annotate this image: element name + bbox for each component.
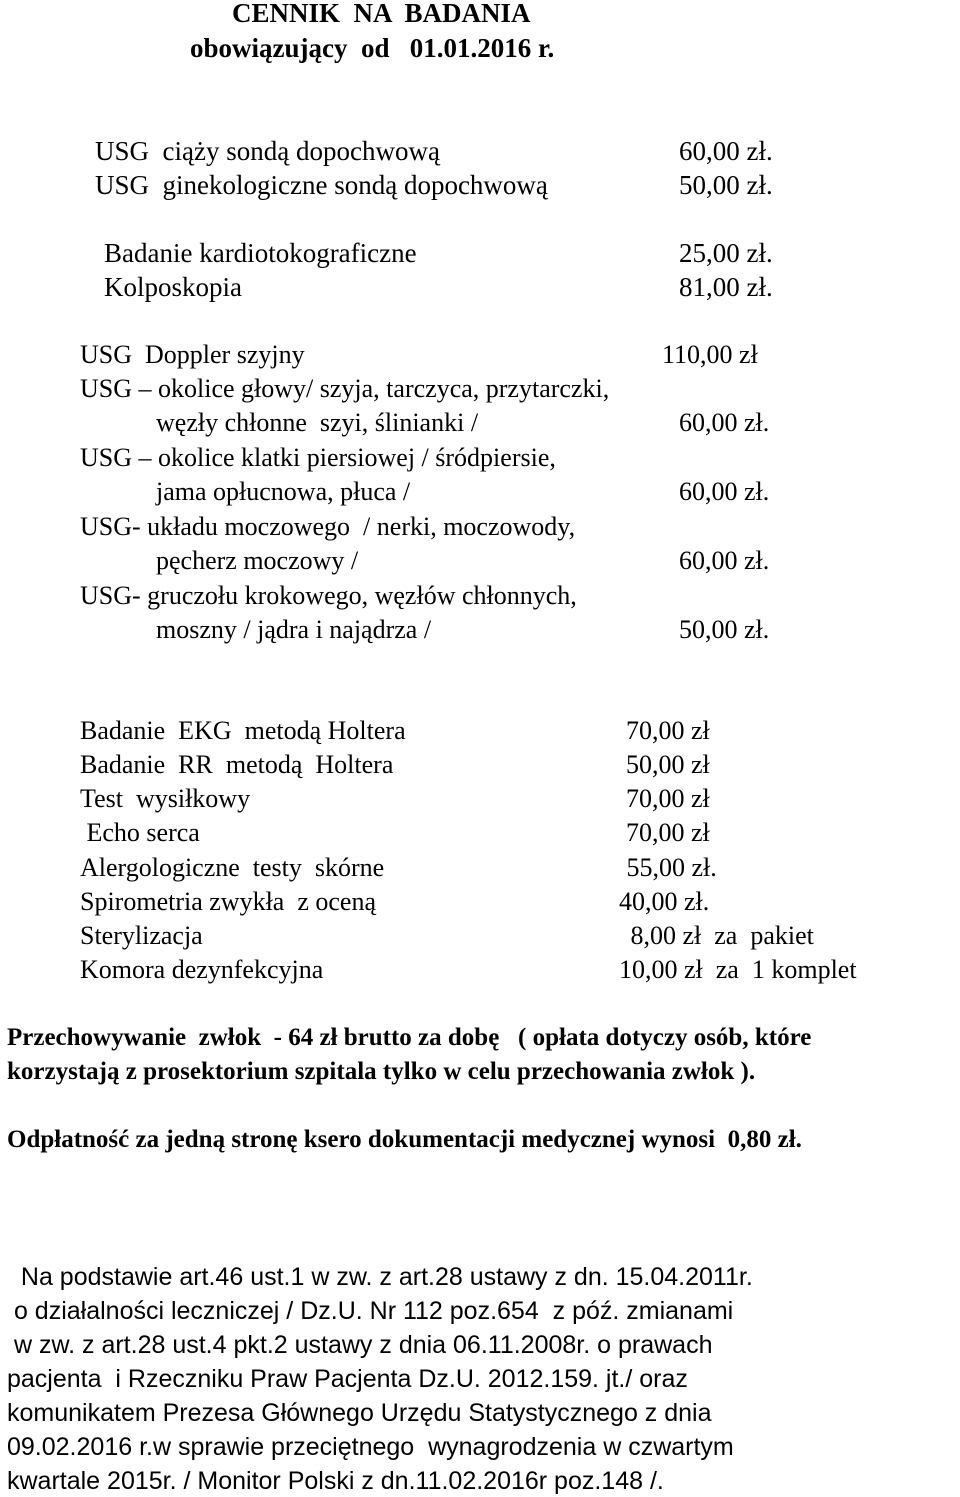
legal-basis-line: Na podstawie art.46 ust.1 w zw. z art.28 ustawy z dn. 15.04.2011r. bbox=[7, 1263, 753, 1291]
service-price: 60,00 zł. bbox=[679, 477, 770, 506]
service-name: Komora dezynfekcyjna bbox=[80, 955, 324, 984]
service-price: 50,00 zł. bbox=[679, 170, 773, 200]
service-name: USG Doppler szyjny bbox=[80, 340, 305, 369]
service-price: 70,00 zł bbox=[626, 818, 710, 847]
service-name: Badanie RR metodą Holtera bbox=[80, 750, 394, 779]
service-price: 10,00 zł za 1 komplet bbox=[619, 955, 857, 984]
legal-basis-line: kwartale 2015r. / Monitor Polski z dn.11.02.2016r poz.148 /. bbox=[7, 1467, 664, 1495]
service-price: 60,00 zł. bbox=[679, 408, 770, 437]
valid-from-date: obowiązujący od 01.01.2016 r. bbox=[190, 33, 555, 63]
service-name-continued: pęcherz moczowy / bbox=[156, 546, 359, 575]
service-price: 81,00 zł. bbox=[679, 272, 773, 302]
service-name: Spirometria zwykła z oceną bbox=[80, 887, 376, 916]
service-price: 60,00 zł. bbox=[679, 546, 770, 575]
service-name: USG – okolice klatki piersiowej / śródpiersie, bbox=[80, 443, 556, 472]
page-title: CENNIK NA BADANIA bbox=[232, 0, 531, 28]
service-price: 8,00 zł za pakiet bbox=[624, 921, 814, 950]
service-price: 25,00 zł. bbox=[679, 238, 773, 268]
copies-fee-note: Odpłatność za jedną stronę ksero dokumentacji medycznej wynosi 0,80 zł. bbox=[7, 1126, 802, 1153]
service-price: 55,00 zł. bbox=[620, 853, 717, 882]
service-price: 70,00 zł bbox=[626, 784, 710, 813]
service-name: Badanie kardiotokograficzne bbox=[104, 238, 417, 268]
service-price: 50,00 zł bbox=[626, 750, 710, 779]
service-name-continued: moszny / jądra i najądrza / bbox=[156, 615, 432, 644]
service-name: USG- gruczołu krokowego, węzłów chłonnych, bbox=[80, 581, 577, 610]
legal-basis-line: komunikatem Prezesa Głównego Urzędu Statystycznego z dnia bbox=[7, 1399, 712, 1427]
service-price: 110,00 zł bbox=[662, 340, 758, 369]
storage-note: Przechowywanie zwłok - 64 zł brutto za dobę ( opłata dotyczy osób, które bbox=[7, 1024, 812, 1051]
service-price: 60,00 zł. bbox=[679, 136, 773, 166]
legal-basis-line: w zw. z art.28 ust.4 pkt.2 ustawy z dnia 06.11.2008r. o prawach bbox=[7, 1331, 713, 1359]
service-name: Badanie EKG metodą Holtera bbox=[80, 716, 406, 745]
legal-basis-line: o działalności leczniczej / Dz.U. Nr 112 poz.654 z póź. zmianami bbox=[7, 1297, 734, 1325]
service-name: USG- układu moczowego / nerki, moczowody, bbox=[80, 512, 576, 541]
storage-note-continued: korzystają z prosektorium szpitala tylko w celu przechowania zwłok ). bbox=[7, 1058, 756, 1085]
service-name: Sterylizacja bbox=[80, 921, 203, 950]
legal-basis-line: 09.02.2016 r.w sprawie przeciętnego wynagrodzenia w czwartym bbox=[7, 1433, 734, 1461]
service-price: 70,00 zł bbox=[626, 716, 710, 745]
service-name-continued: jama opłucnowa, płuca / bbox=[156, 477, 411, 506]
service-name: Echo serca bbox=[80, 818, 200, 847]
service-name: Alergologiczne testy skórne bbox=[80, 853, 385, 882]
legal-basis-line: pacjenta i Rzeczniku Praw Pacjenta Dz.U. 2012.159. jt./ oraz bbox=[7, 1365, 688, 1393]
service-name: USG – okolice głowy/ szyja, tarczyca, przytarczki, bbox=[80, 374, 610, 403]
service-name-continued: węzły chłonne szyi, ślinianki / bbox=[156, 408, 479, 437]
service-name: Kolposkopia bbox=[104, 272, 242, 302]
service-name: Test wysiłkowy bbox=[80, 784, 251, 813]
service-price: 40,00 zł. bbox=[619, 887, 710, 916]
service-price: 50,00 zł. bbox=[679, 615, 770, 644]
service-name: USG ginekologiczne sondą dopochwową bbox=[95, 170, 548, 200]
service-name: USG ciąży sondą dopochwową bbox=[95, 136, 440, 166]
